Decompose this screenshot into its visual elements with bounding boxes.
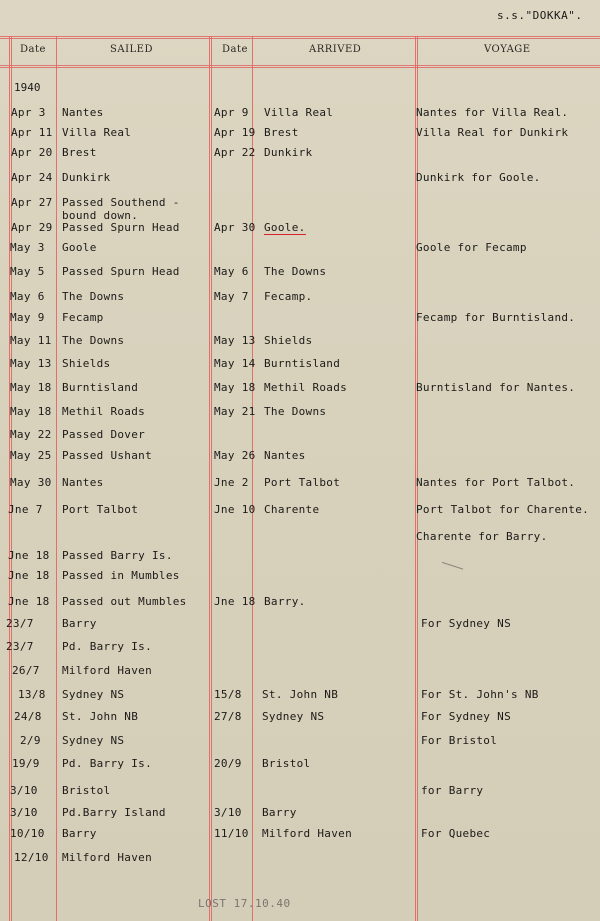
- arrived-date: Apr 9: [214, 106, 249, 119]
- sailed-date: Apr 11: [11, 126, 53, 139]
- sailed-place: Sydney NS: [62, 734, 125, 747]
- sailed-place: Brest: [62, 146, 97, 159]
- sailed-date: 2/9: [20, 734, 41, 747]
- arrived-place: Milford Haven: [262, 827, 352, 840]
- sailed-place: Sydney NS: [62, 688, 125, 701]
- sailed-date: 24/8: [14, 710, 42, 723]
- sailed-date: 23/7: [6, 640, 34, 653]
- voyage-text: Villa Real for Dunkirk: [416, 126, 569, 139]
- arrived-date: Apr 22: [214, 146, 256, 159]
- ship-name: s.s."DOKKA".: [497, 9, 583, 22]
- arrived-date: 20/9: [214, 757, 242, 770]
- arrived-place: St. John NB: [262, 688, 339, 701]
- sailed-place: Shields: [62, 357, 111, 370]
- sailed-place: Passed Southend -: [62, 196, 180, 209]
- arrived-date: May 13: [214, 334, 256, 347]
- arrived-date: May 6: [214, 265, 249, 278]
- sailed-place: The Downs: [62, 290, 125, 303]
- sailed-date: 10/10: [10, 827, 45, 840]
- arrived-date: 11/10: [214, 827, 249, 840]
- arrived-date: Jne 18: [214, 595, 256, 608]
- arrived-date: May 26: [214, 449, 256, 462]
- arrived-date: 15/8: [214, 688, 242, 701]
- sailed-date: May 25: [10, 449, 52, 462]
- sailed-date: Apr 3: [11, 106, 46, 119]
- voyage-text: Charente for Barry.: [416, 530, 548, 543]
- voyage-text: Fecamp for Burntisland.: [416, 311, 576, 324]
- arrived-date: Apr 30: [214, 221, 256, 234]
- sailed-place: Dunkirk: [62, 171, 111, 184]
- voyage-text: For Quebec: [421, 827, 491, 840]
- arrived-place: Shields: [264, 334, 313, 347]
- sailed-date: May 22: [10, 428, 52, 441]
- sailed-place: Passed Ushant: [62, 449, 152, 462]
- voyage-text: Dunkirk for Goole.: [416, 171, 541, 184]
- sailed-date: May 11: [10, 334, 52, 347]
- sailed-date: 19/9: [12, 757, 40, 770]
- voyage-text: Goole for Fecamp: [416, 241, 527, 254]
- sailed-place: Passed Dover: [62, 428, 146, 441]
- sailed-place: Passed Spurn Head: [62, 265, 180, 278]
- sailed-date: 13/8: [18, 688, 46, 701]
- voyage-text: Burntisland for Nantes.: [416, 381, 576, 394]
- sailed-place: Goole: [62, 241, 97, 254]
- sailed-place: Passed Spurn Head: [62, 221, 180, 234]
- voyage-text: Nantes for Villa Real.: [416, 106, 569, 119]
- header-rule-bottom: [0, 65, 600, 66]
- arrived-date: Jne 10: [214, 503, 256, 516]
- header-arrived: ARRIVED: [309, 44, 362, 55]
- sailed-place: Milford Haven: [62, 851, 152, 864]
- arrived-date: May 7: [214, 290, 249, 303]
- voyage-text: For St. John's NB: [421, 688, 539, 701]
- sailed-date: Apr 27: [11, 196, 53, 209]
- voyage-text: For Sydney NS: [421, 710, 511, 723]
- arrived-place: The Downs: [264, 265, 327, 278]
- rule-line: [252, 36, 253, 921]
- pencil-mark: [439, 562, 463, 579]
- rule-line: [56, 36, 57, 921]
- voyage-text: Port Talbot for Charente.: [416, 503, 590, 516]
- arrived-place: Methil Roads: [264, 381, 348, 394]
- sailed-date: May 3: [10, 241, 45, 254]
- sailed-date: 3/10: [10, 784, 38, 797]
- sailed-place: Bristol: [62, 784, 111, 797]
- header-rule-bottom: [0, 67, 600, 68]
- arrived-date: Jne 2: [214, 476, 249, 489]
- sailed-date: Apr 29: [11, 221, 53, 234]
- arrived-place: Nantes: [264, 449, 306, 462]
- sailed-date: Apr 20: [11, 146, 53, 159]
- sailed-place: Barry: [62, 827, 97, 840]
- sailed-date: May 13: [10, 357, 52, 370]
- sailed-date: May 5: [10, 265, 45, 278]
- sailed-date: Jne 18: [8, 595, 50, 608]
- arrived-date: 27/8: [214, 710, 242, 723]
- header-sailed: SAILED: [110, 44, 153, 55]
- voyage-text: Nantes for Port Talbot.: [416, 476, 576, 489]
- footer-note: LOST 17.10.40: [198, 897, 291, 910]
- voyage-text: for Barry: [421, 784, 484, 797]
- sailed-place: Passed in Mumbles: [62, 569, 180, 582]
- sailed-place: Passed Barry Is.: [62, 549, 173, 562]
- arrived-place: Barry: [262, 806, 297, 819]
- sailed-date: May 9: [10, 311, 45, 324]
- sailed-place: Barry: [62, 617, 97, 630]
- sailed-date: 3/10: [10, 806, 38, 819]
- header-rule-top: [0, 36, 600, 37]
- arrived-date: May 18: [214, 381, 256, 394]
- sailed-date: 12/10: [14, 851, 49, 864]
- sailed-date: May 18: [10, 405, 52, 418]
- arrived-place: Barry.: [264, 595, 306, 608]
- sailed-place: Pd. Barry Is.: [62, 757, 152, 770]
- sailed-place: Pd.Barry Island: [62, 806, 166, 819]
- voyage-text: For Bristol: [421, 734, 498, 747]
- sailed-place: St. John NB: [62, 710, 139, 723]
- header-date-arrived: Date: [222, 44, 248, 55]
- sailed-place: Methil Roads: [62, 405, 146, 418]
- voyage-text: For Sydney NS: [421, 617, 511, 630]
- sailed-date: May 18: [10, 381, 52, 394]
- rule-line: [209, 36, 210, 921]
- header-voyage: VOYAGE: [484, 44, 531, 55]
- arrived-place: Brest: [264, 126, 299, 139]
- sailed-place: Passed out Mumbles: [62, 595, 187, 608]
- sailed-place: Pd. Barry Is.: [62, 640, 152, 653]
- sailed-place: Nantes: [62, 476, 104, 489]
- sailed-date: Jne 18: [8, 549, 50, 562]
- arrived-place: The Downs: [264, 405, 327, 418]
- arrived-place: Burntisland: [264, 357, 341, 370]
- arrived-date: May 21: [214, 405, 256, 418]
- sailed-place: The Downs: [62, 334, 125, 347]
- arrived-place: Villa Real: [264, 106, 334, 119]
- rule-line: [211, 36, 212, 921]
- arrived-place: Port Talbot: [264, 476, 341, 489]
- arrived-date: May 14: [214, 357, 256, 370]
- sailed-date: Jne 7: [8, 503, 43, 516]
- sailed-place: Burntisland: [62, 381, 139, 394]
- sailed-place: bound down.: [62, 209, 139, 222]
- header-rule-top: [0, 38, 600, 39]
- year-label: 1940: [14, 81, 41, 94]
- sailed-date: Apr 24: [11, 171, 53, 184]
- sailed-place: Milford Haven: [62, 664, 152, 677]
- arrived-place: Bristol: [262, 757, 311, 770]
- sailed-place: Fecamp: [62, 311, 104, 324]
- arrived-place: Goole.: [264, 221, 306, 234]
- sailed-date: 23/7: [6, 617, 34, 630]
- arrived-place: Charente: [264, 503, 320, 516]
- arrived-place: Dunkirk: [264, 146, 313, 159]
- arrived-place: Sydney NS: [262, 710, 325, 723]
- sailed-place: Port Talbot: [62, 503, 139, 516]
- sailed-date: May 30: [10, 476, 52, 489]
- arrived-date: Apr 19: [214, 126, 256, 139]
- sailed-place: Nantes: [62, 106, 104, 119]
- arrived-place: Fecamp.: [264, 290, 313, 303]
- header-date-sailed: Date: [20, 44, 46, 55]
- arrived-date: 3/10: [214, 806, 242, 819]
- sailed-date: 26/7: [12, 664, 40, 677]
- sailed-date: May 6: [10, 290, 45, 303]
- sailed-date: Jne 18: [8, 569, 50, 582]
- sailed-place: Villa Real: [62, 126, 132, 139]
